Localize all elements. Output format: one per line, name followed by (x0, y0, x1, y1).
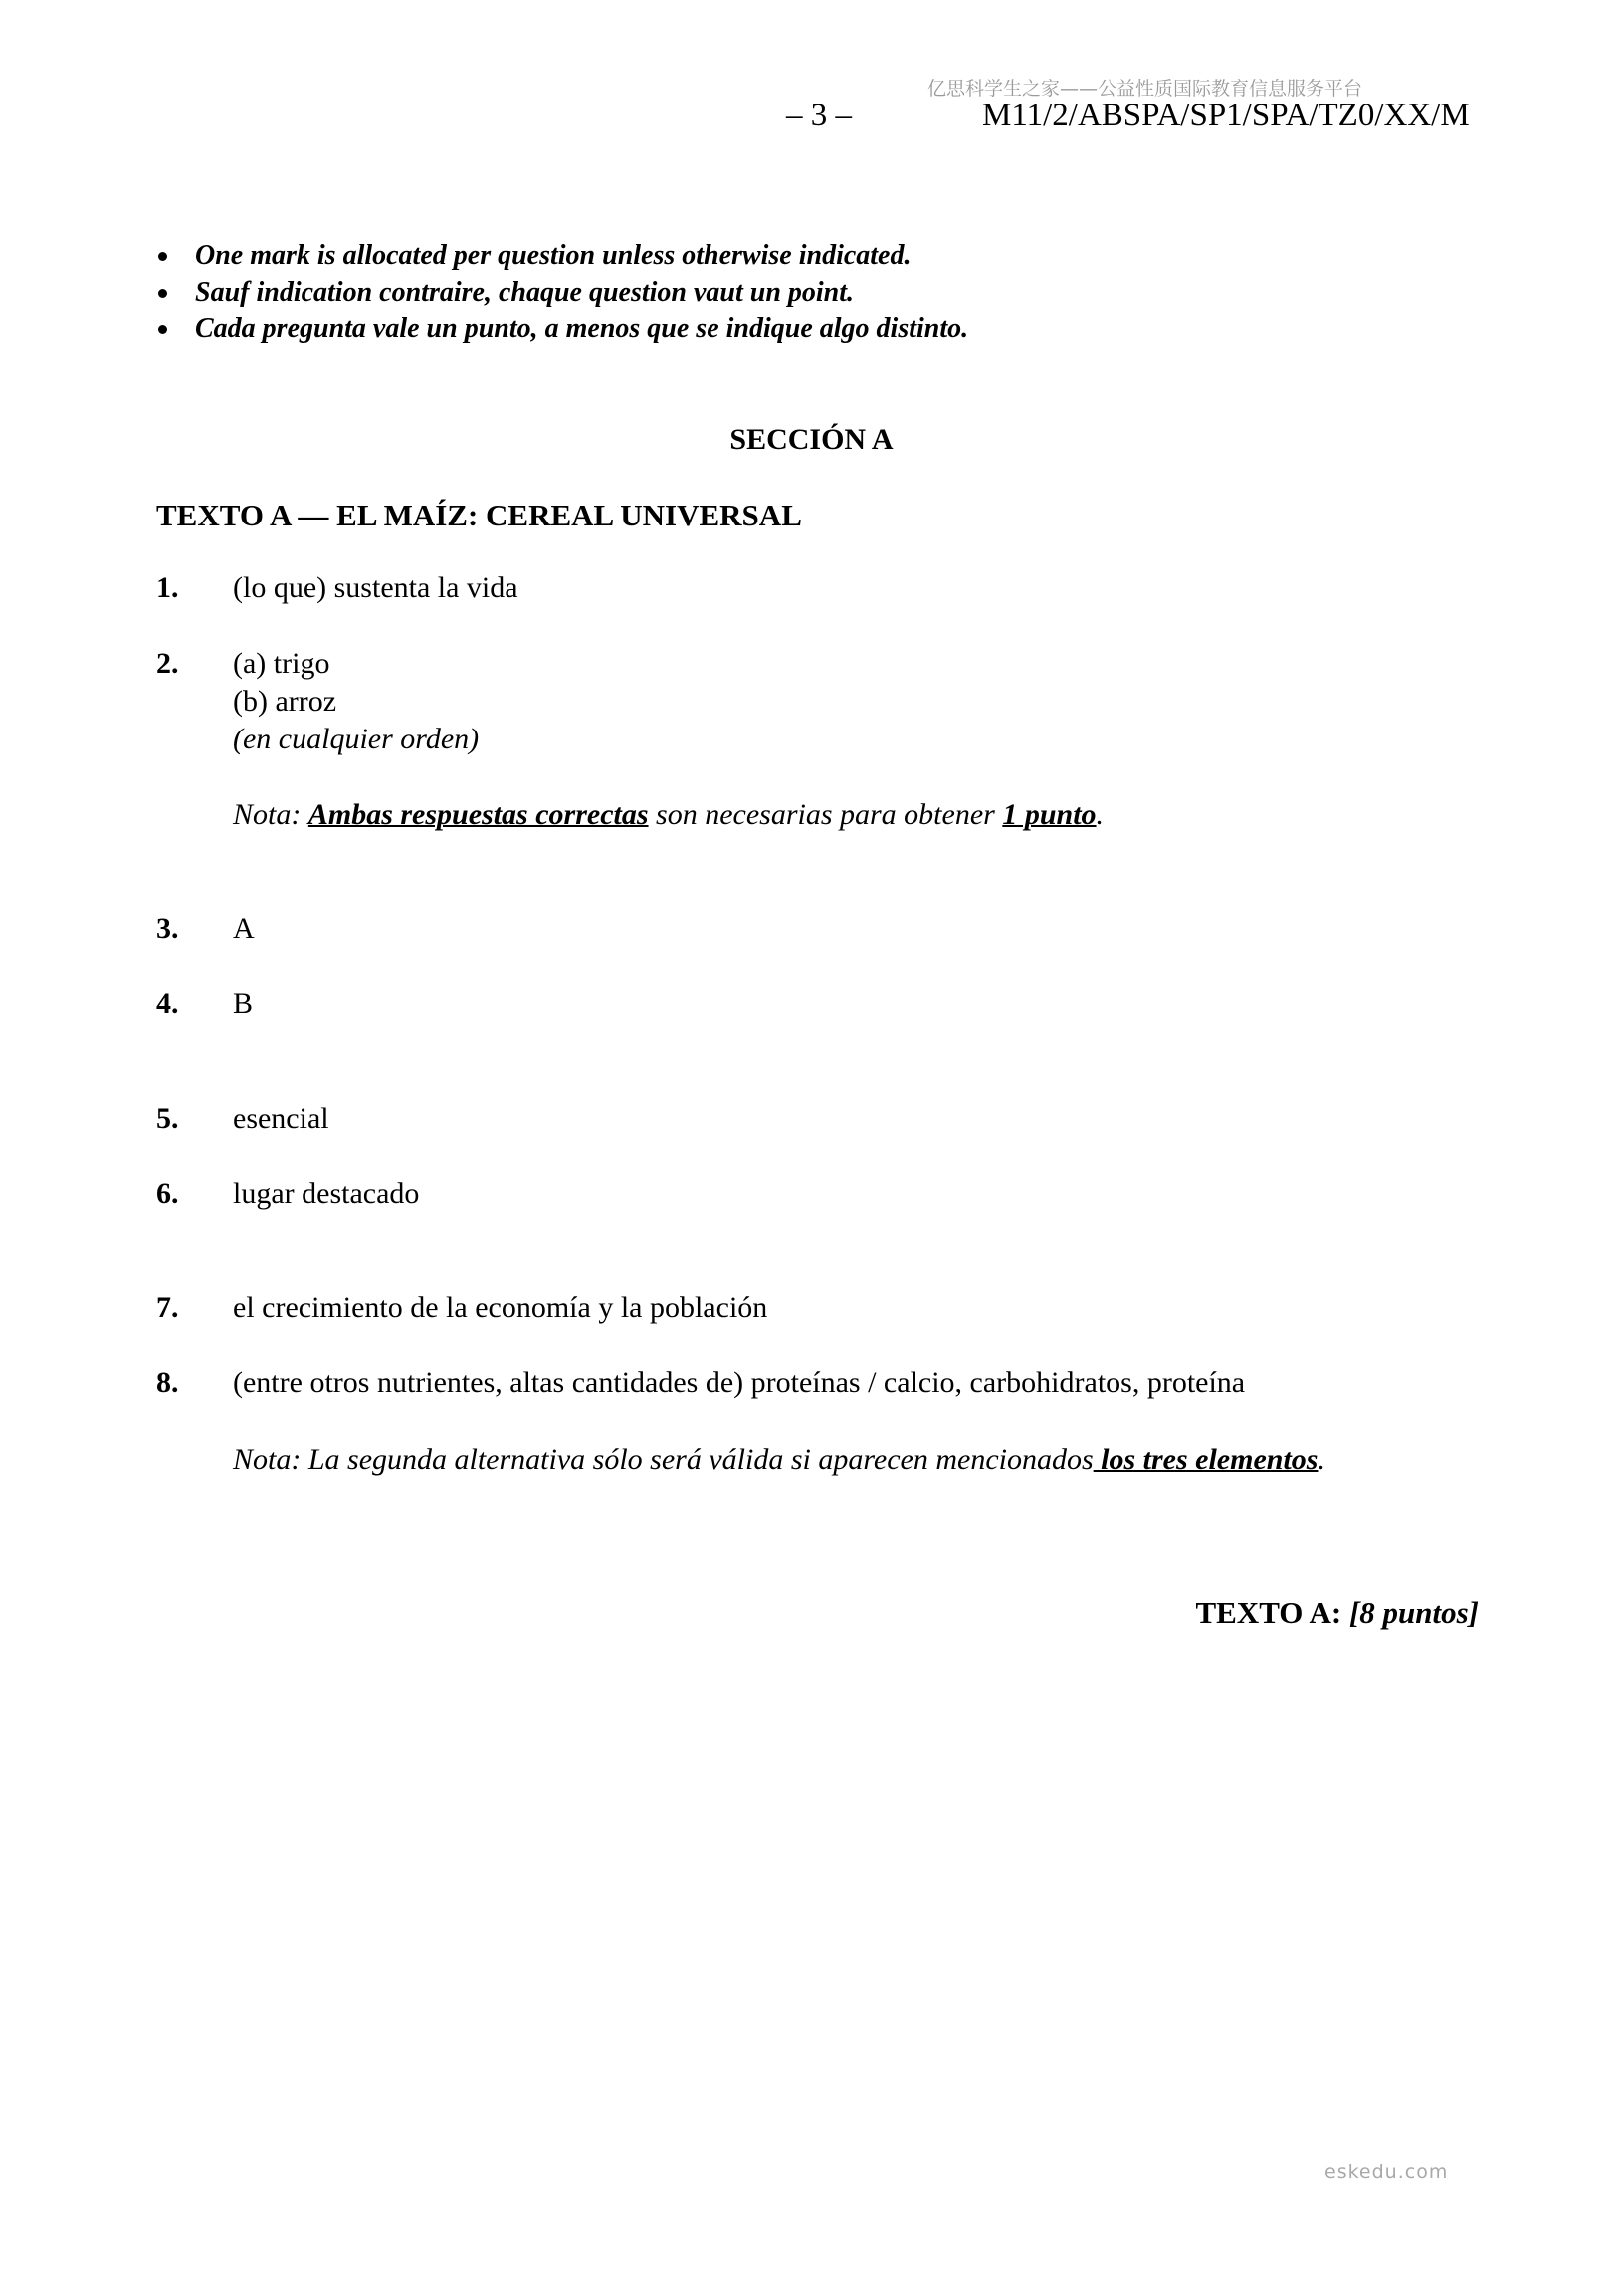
bullet-icon (158, 325, 167, 334)
note-suffix: . (1096, 798, 1105, 831)
question-answer: B (233, 987, 254, 1020)
question-answer: lugar destacado (233, 1177, 420, 1210)
instruction-item (154, 274, 968, 311)
question-answer: (lo que) sustenta la vida (233, 571, 518, 604)
note-emphasis: los tres elementos (1093, 1443, 1319, 1476)
total-label: TEXTO A: (1195, 1595, 1349, 1630)
text-title: TEXTO A — EL MAÍZ: CEREAL UNIVERSAL (156, 498, 802, 532)
footer-watermark: eskedu.com (1324, 2161, 1449, 2183)
question-number: 8. (156, 1366, 179, 1399)
instruction-text: One mark is allocated per question unless otherwise indicated. (195, 240, 912, 271)
question-number: 6. (156, 1177, 179, 1210)
question-answer: (entre otros nutrientes, altas cantidades de) proteínas / calcio, carbohidratos, proteína (233, 1366, 1246, 1399)
document-code: M11/2/ABSPA/SP1/SPA/TZ0/XX/M (982, 98, 1470, 133)
bullet-icon (158, 289, 167, 298)
note-emphasis: 1 punto (1002, 798, 1097, 831)
instruction-text: Sauf indication contraire, chaque question vaut un point. (195, 277, 855, 308)
note-prefix: Nota: (233, 798, 308, 831)
note-middle: son necesarias para obtener (648, 798, 1003, 831)
question-answer: A (233, 912, 255, 944)
question-answer: esencial (233, 1102, 329, 1135)
text-total (1195, 1595, 1479, 1631)
header-watermark: 亿思科学生之家——公益性质国际教育信息服务平台 (927, 78, 1363, 100)
question-answer-a: (a) trigo (233, 647, 330, 680)
question-number: 2. (156, 647, 179, 680)
section-title: SECCIÓN A (729, 423, 894, 456)
question-number: 4. (156, 987, 179, 1020)
question-number: 3. (156, 912, 179, 944)
instruction-item (154, 237, 968, 274)
question-answer: el crecimiento de la economía y la población (233, 1291, 768, 1324)
note-emphasis: Ambas respuestas correctas (307, 798, 649, 831)
bullet-icon (158, 252, 167, 261)
question-number: 1. (156, 571, 179, 604)
note-suffix: . (1318, 1443, 1325, 1476)
page-number: – 3 – (786, 98, 852, 133)
instruction-text: Cada pregunta vale un punto, a menos que se indique algo distinto. (195, 313, 969, 344)
question-number: 5. (156, 1102, 179, 1135)
question-number: 7. (156, 1291, 179, 1324)
question-note (233, 798, 1104, 832)
question-answer-b: (b) arroz (233, 685, 337, 718)
order-note: (en cualquier orden) (233, 723, 480, 755)
instruction-list (154, 237, 968, 347)
instruction-item (154, 311, 968, 347)
total-value: [8 puntos] (1348, 1595, 1479, 1630)
question-note (233, 1443, 1325, 1477)
note-prefix: Nota: La segunda alternativa sólo será válida si aparecen mencionados (233, 1443, 1094, 1476)
